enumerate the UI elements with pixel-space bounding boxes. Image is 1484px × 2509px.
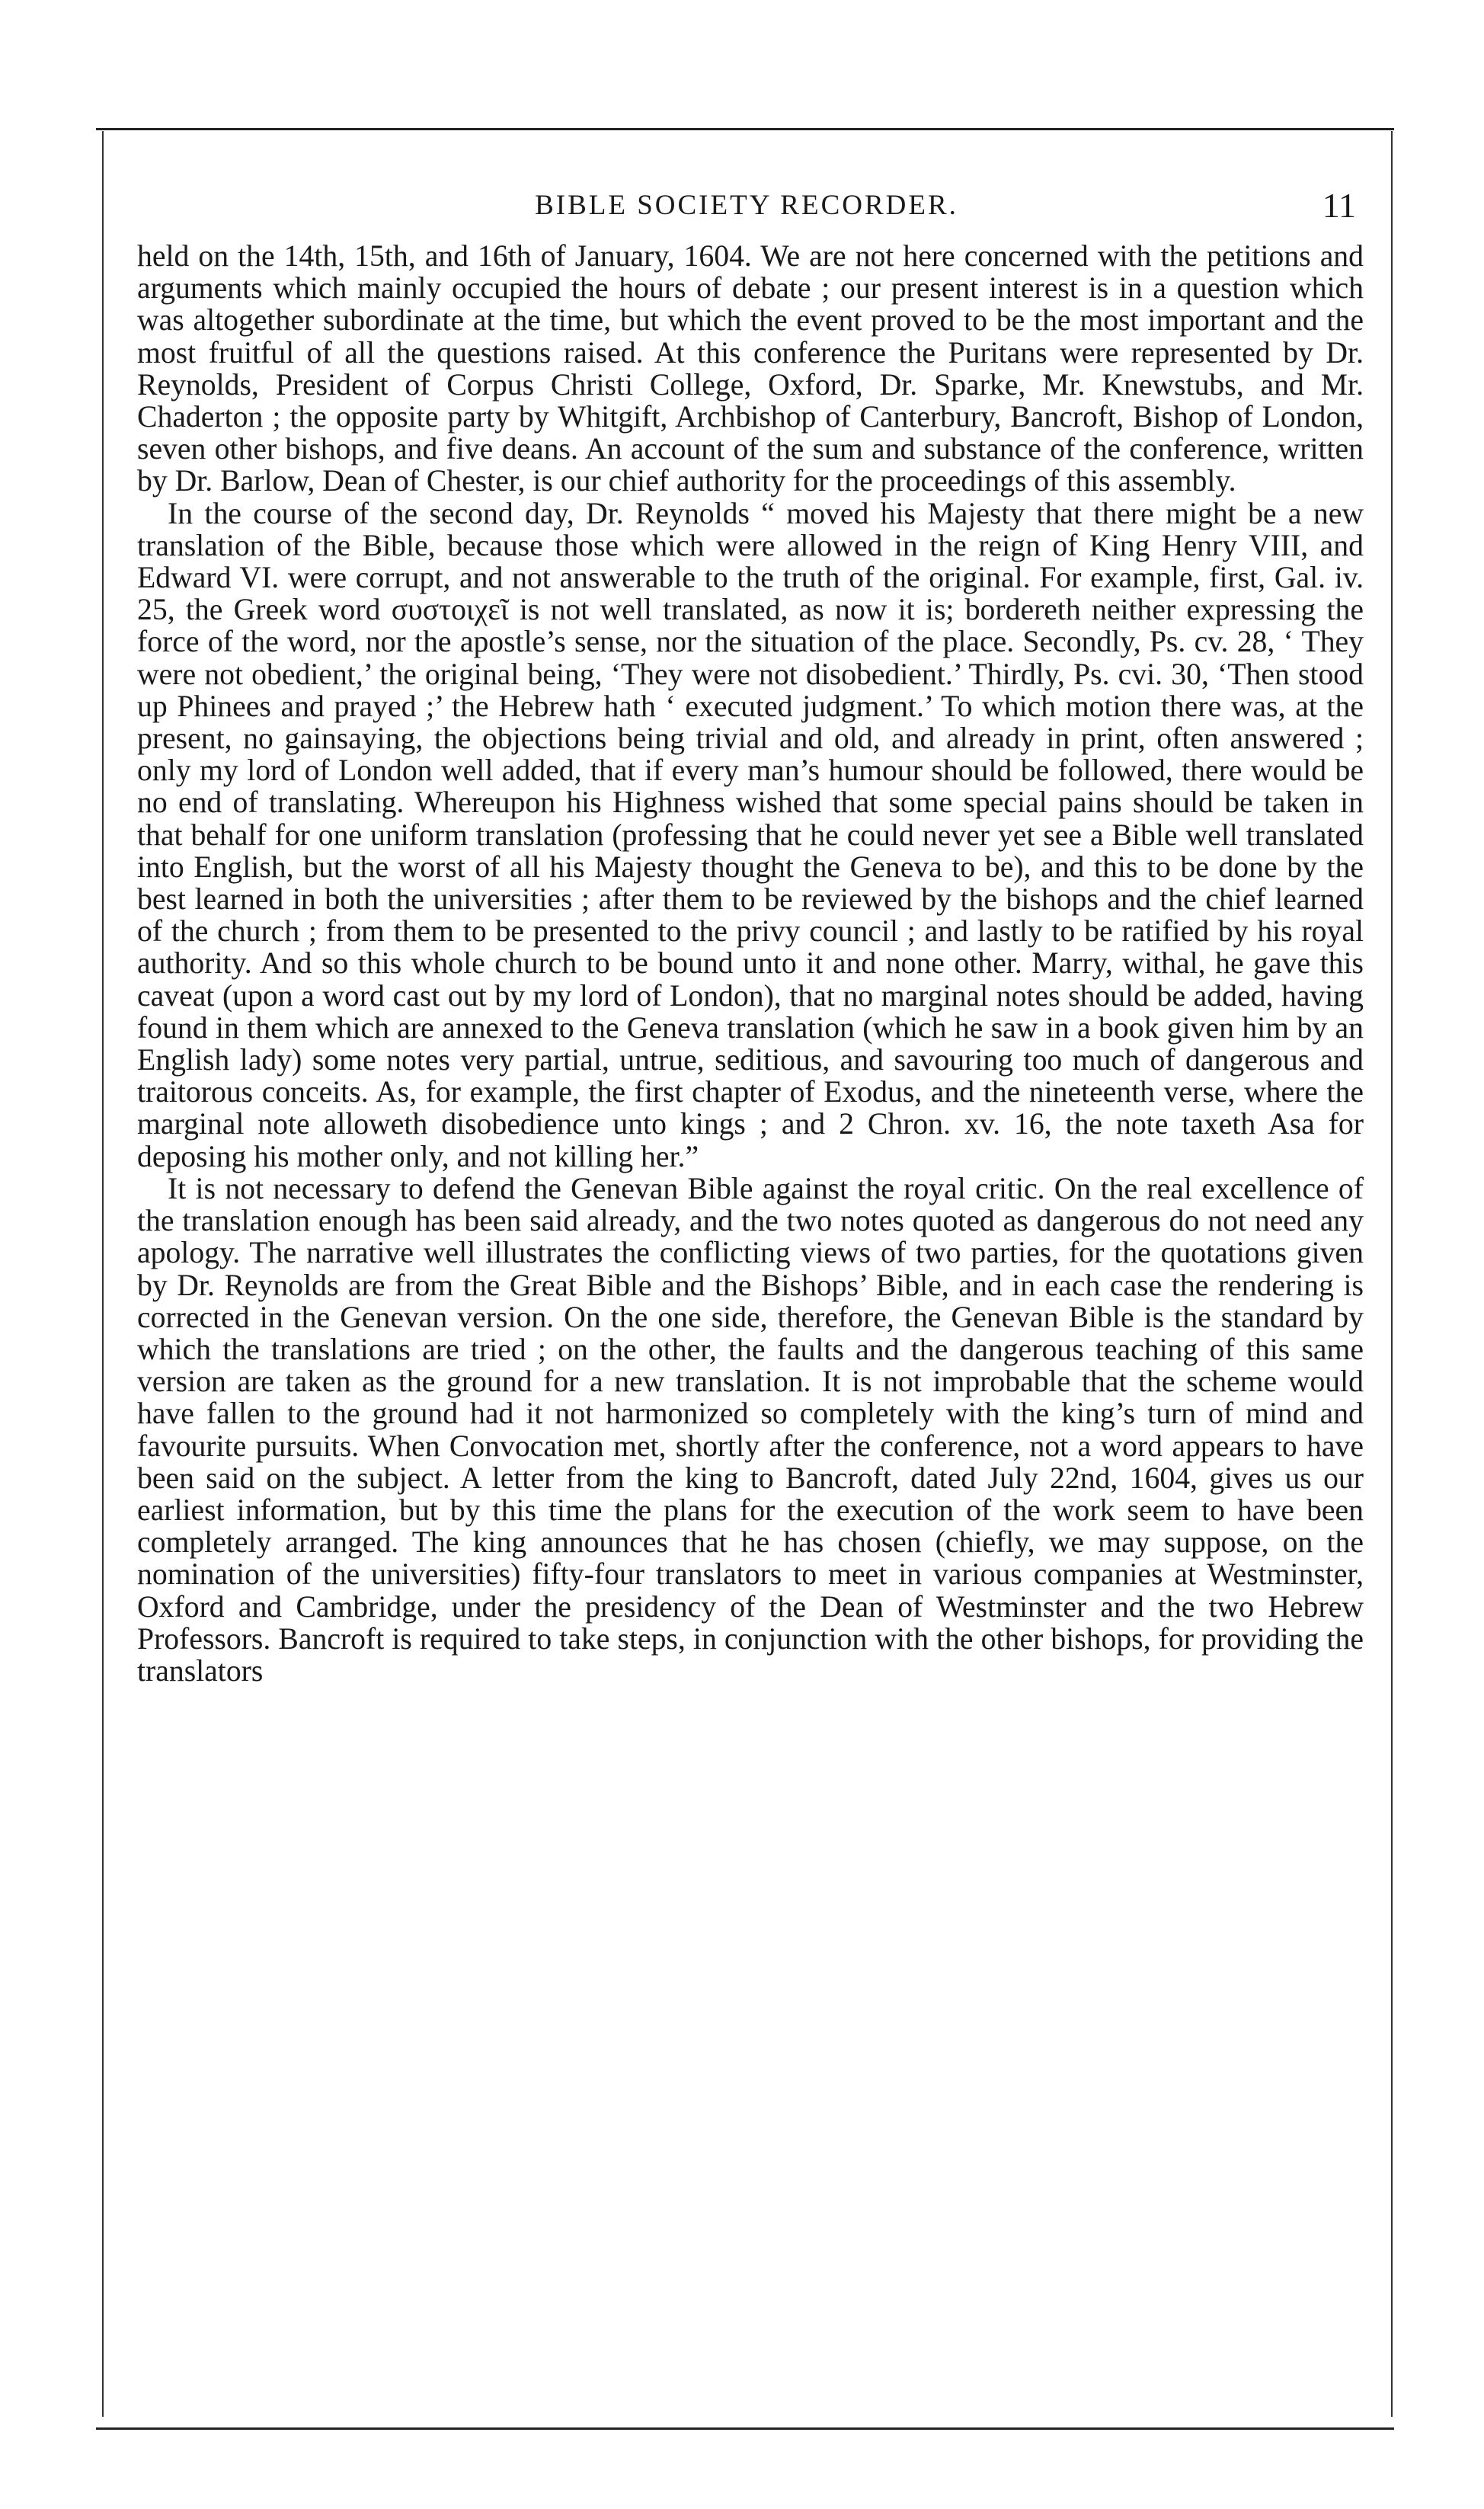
page-header: [137, 183, 1356, 229]
bottom-border-rule: [96, 2427, 1394, 2430]
left-border-rule: [102, 131, 104, 2417]
right-border-rule: [1391, 131, 1393, 2417]
body-text: [137, 240, 1364, 1687]
paragraph-2: In the course of the second day, Dr. Reynolds “ moved his Majesty that there might be a new translation of the Bible, because those which were allowed in the reign of King Henry VIII, and Edward VI. were corrupt, and not answerable to the truth of the original. For example, first, Gal. iv. 25, the Greek word συστοιχεῖ is not well translated, as now it is; bordereth neither expressing the force of the word, nor the apostle’s sense, nor the situation of the place. Secondly, Ps. cv. 28, ‘ They were not obedient,’ the original being, ‘They were not disobedient.’ Thirdly, Ps. cvi. 30, ‘Then stood up Phinees and prayed ;’ the Hebrew hath ‘ executed judgment.’ To which motion there was, at the present, no gainsaying, the objections being trivial and old, and already in print, often answered ; only my lord of London well added, that if every man’s humour should be followed, there would be no end of translating. Whereupon his Highness wished that some special pains should be taken in that behalf for one uniform translation (professing that he could never yet see a Bible well translated into English, but the worst of all his Majesty thought the Geneva to be), and this to be done by the best learned in both the universities ; after them to be reviewed by the bishops and the chief learned of the church ; from them to be presented to the privy council ; and lastly to be ratified by his royal authority. And so this whole church to be bound unto it and none other. Marry, withal, he gave this caveat (upon a word cast out by my lord of London), that no marginal notes should be added, having found in them which are annexed to the Geneva translation (which he saw in a book given him by an English lady) some notes very partial, untrue, seditious, and savouring too much of dangerous and traitorous conceits. As, for example, the first chapter of Exodus, and the nineteenth verse, where the marginal note alloweth disobedience unto kings ; and 2 Chron. xv. 16, the note taxeth Asa for deposing his mother only, and not killing her.”: [137, 496, 1364, 1173]
top-border-rule: [96, 128, 1394, 130]
paragraph-3: It is not necessary to defend the Genevan Bible against the royal critic. On the real excellence of the translation enough has been said already, and the two notes quoted as dangerous do not need any apology. The narrative well illustrates the conflicting views of two parties, for the quotations given by Dr. Reynolds are from the Great Bible and the Bishops’ Bible, and in each case the rendering is corrected in the Genevan version. On the one side, therefore, the Genevan Bible is the standard by which the translations are tried ; on the other, the faults and the dangerous teaching of this same version are taken as the ground for a new translation. It is not improbable that the scheme would have fallen to the ground had it not harmonized so completely with the king’s turn of mind and favourite pursuits. When Convocation met, shortly after the conference, not a word appears to have been said on the subject. A letter from the king to Bancroft, dated July 22nd, 1604, gives us our earliest information, but by this time the plans for the execution of the work seem to have been completely arranged. The king announces that he has chosen (chiefly, we may suppose, on the nomination of the universities) fifty-four translators to meet in various companies at Westminster, Oxford and Cambridge, under the presidency of the Dean of Westminster and the two Hebrew Professors. Bancroft is required to take steps, in conjunction with the other bishops, for providing the translators: [137, 1171, 1364, 1688]
page-number: 11: [1322, 186, 1356, 225]
paragraph-1: held on the 14th, 15th, and 16th of January, 1604. We are not here concerned with the petitions and arguments which mainly occupied the hours of debate ; our present interest is in a question which was altogether subordinate at the time, but which the event proved to be the most important and the most fruitful of all the questions raised. At this conference the Puritans were represented by Dr. Reynolds, President of Corpus Christi College, Oxford, Dr. Sparke, Mr. Knewstubs, and Mr. Chaderton ; the opposite party by Whitgift, Archbishop of Canterbury, Bancroft, Bishop of London, seven other bishops, and five deans. An account of the sum and substance of the conference, written by Dr. Barlow, Dean of Chester, is our chief authority for the proceedings of this assembly.: [137, 239, 1364, 498]
running-title: BIBLE SOCIETY RECORDER.: [535, 190, 958, 221]
